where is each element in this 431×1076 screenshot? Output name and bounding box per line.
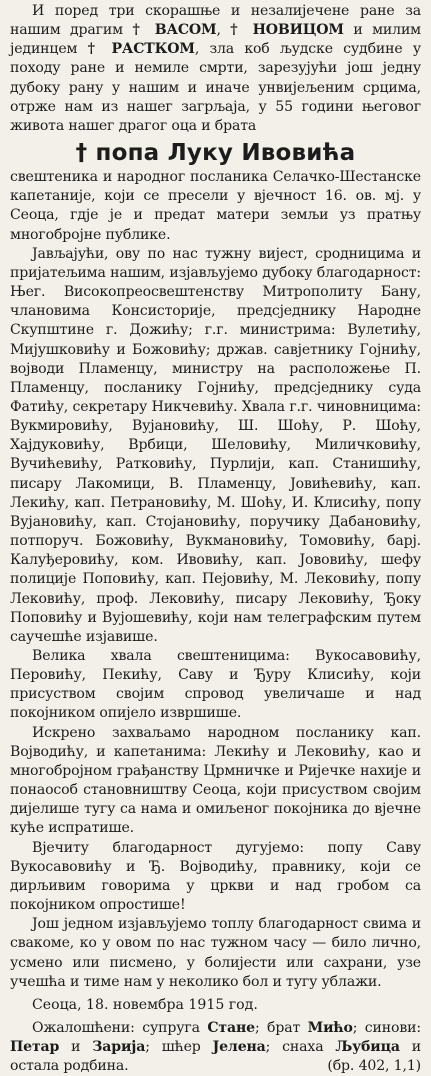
mourner-son-zarija: Зарија (92, 1038, 146, 1055)
intro-text: и милим јединцем (10, 22, 421, 58)
thanks-all-paragraph: Још једном изјављујемо топлу благодарност свима и свакоме, ко у овом по нас тужном часу — било лично, усмено или писмено, у болијести или сахрани, узе учешћа и тиме нам у неколико бол и тугу ублажи. (10, 916, 421, 990)
deceased-name-novica: † НОВИЦОМ (230, 22, 344, 39)
ad-reference-number: (бр. 402, 1,1) (327, 1058, 421, 1075)
mourners-text: и остала родбина. (10, 1038, 421, 1075)
thanks-deputies-paragraph: Искрено захваљамо народном посланику кап. Војводићу, и капетанима: Лекићу и Лековићу, као и многобројном грађанству Црмничке и Ријечке нахије и понаособ становништву Сеоца, који присуством својим дијелише тугу са нама и омиљеног покојника до вјечне куће испратише. (10, 724, 421, 837)
mourner-brother: Мићо (307, 1019, 353, 1036)
deceased-name-vaso: † ВАСОМ (132, 22, 217, 39)
mourners-text: ; шћер (145, 1038, 213, 1055)
mourners-paragraph (10, 1019, 421, 1076)
mourner-son-petar: Петар (10, 1038, 60, 1055)
intro-text: , зла коб људске судбине у походу ране и немиле смрти, зарезујући још једну дубоку рану у нашим и иначе унвијељеним срцима, отрже нам из нашег загрљаја, у 55 години његовог живота нашег драгог оца и брата (10, 41, 421, 134)
mourner-daughter-in-law: Љубица (335, 1038, 400, 1055)
thanks-speakers-paragraph: Вјечиту благодарност дугујемо: попу Саву Вукосавовићу и Ђ. Војводићу, правнику, који се дирљивим говорима у цркви и над гробом са покојником опростише! (10, 839, 421, 914)
place-date: Сеоца, 18. новембра 1915 год. (32, 996, 258, 1013)
intro-paragraph (10, 2, 421, 136)
mourners-text: ; синови: (352, 1019, 421, 1036)
deceased-name-rastko: † РАСТКОМ (87, 41, 195, 58)
mourner-wife: Стане (207, 1019, 255, 1036)
thanks-main-paragraph: Јављајући, ову по нас тужну вијест, сродницима и пријатељима нашим, изјављујемо дубоку благодарност: Њег. Високопреосвештенству Митрополиту Бану, члановима Консисторије, предсједнику Народне Скупштине г. Дожићу; г.г. министрима: Вулетићу, Мијушковићу и Божовићу; држав. савјетнику Гојнићу, војводи Пламенцу, министру на расположење П. Пламенцу, посланику Гојнићу, предсједнику суда Фатићу, секретару Никчевићу. Хвала г.г. чиновницима: Вукмировићу, Вујановићу, Ш. Шоћу, Р. Шоћу, Хајдуковићу, Врбици, Шеловићу, Миличковићу, Вучићевићу, Ратковићу, Пурлији, кап. Станишићу, писару Лакомици, В. Пламенцу, Јовићевићу, кап. Лекићу, кап. Петрановићу, М. Шоћу, И. Клисићу, попу Вујановићу, кап. Стојановићу, поручику Дабановићу, потпоруч. Божовићу, Вукмановићу, Томовићу, барј. Калуђеровићу, ком. Ивовићу, кап. Јововићу, шефу полиције Поповићу, кап. Пејовићу, М. Лековићу, попу Лековићу, проф. Лековићу, писару Лековићу, Ђоку Поповићу и Вујошевићу, који нам телеграфским путем саучешће изјавише. (10, 245, 421, 645)
thanks-priests-paragraph: Велика хвала свештеницима: Вукосавовићу, Перовићу, Пекићу, Саву и Ђуру Клисићу, који присуством својим спровод увеличаше и над покојником опијело извршише. (10, 648, 421, 722)
mourners-text: и (59, 1038, 93, 1055)
intro-text: И поред три скорашње и незалијечене ране за нашим драгим (10, 3, 421, 39)
deceased-heading: † попа Луку Ивовића (75, 140, 356, 167)
mourners-text: Ожалошћени: супруга (32, 1019, 208, 1036)
mourners-text: ; брат (254, 1019, 308, 1036)
mourner-daughter: Јелена (212, 1038, 266, 1055)
bio-paragraph: свештеника и народног посланика Селачко-Шестанске капетаније, који се пресели у вјечност 16. ов. мј. у Сеоца, гдје је и предат матери земљи уз пратњу многобројне публике. (10, 169, 421, 243)
mourners-text: ; снаха (265, 1038, 336, 1055)
intro-separator: , (216, 22, 231, 39)
